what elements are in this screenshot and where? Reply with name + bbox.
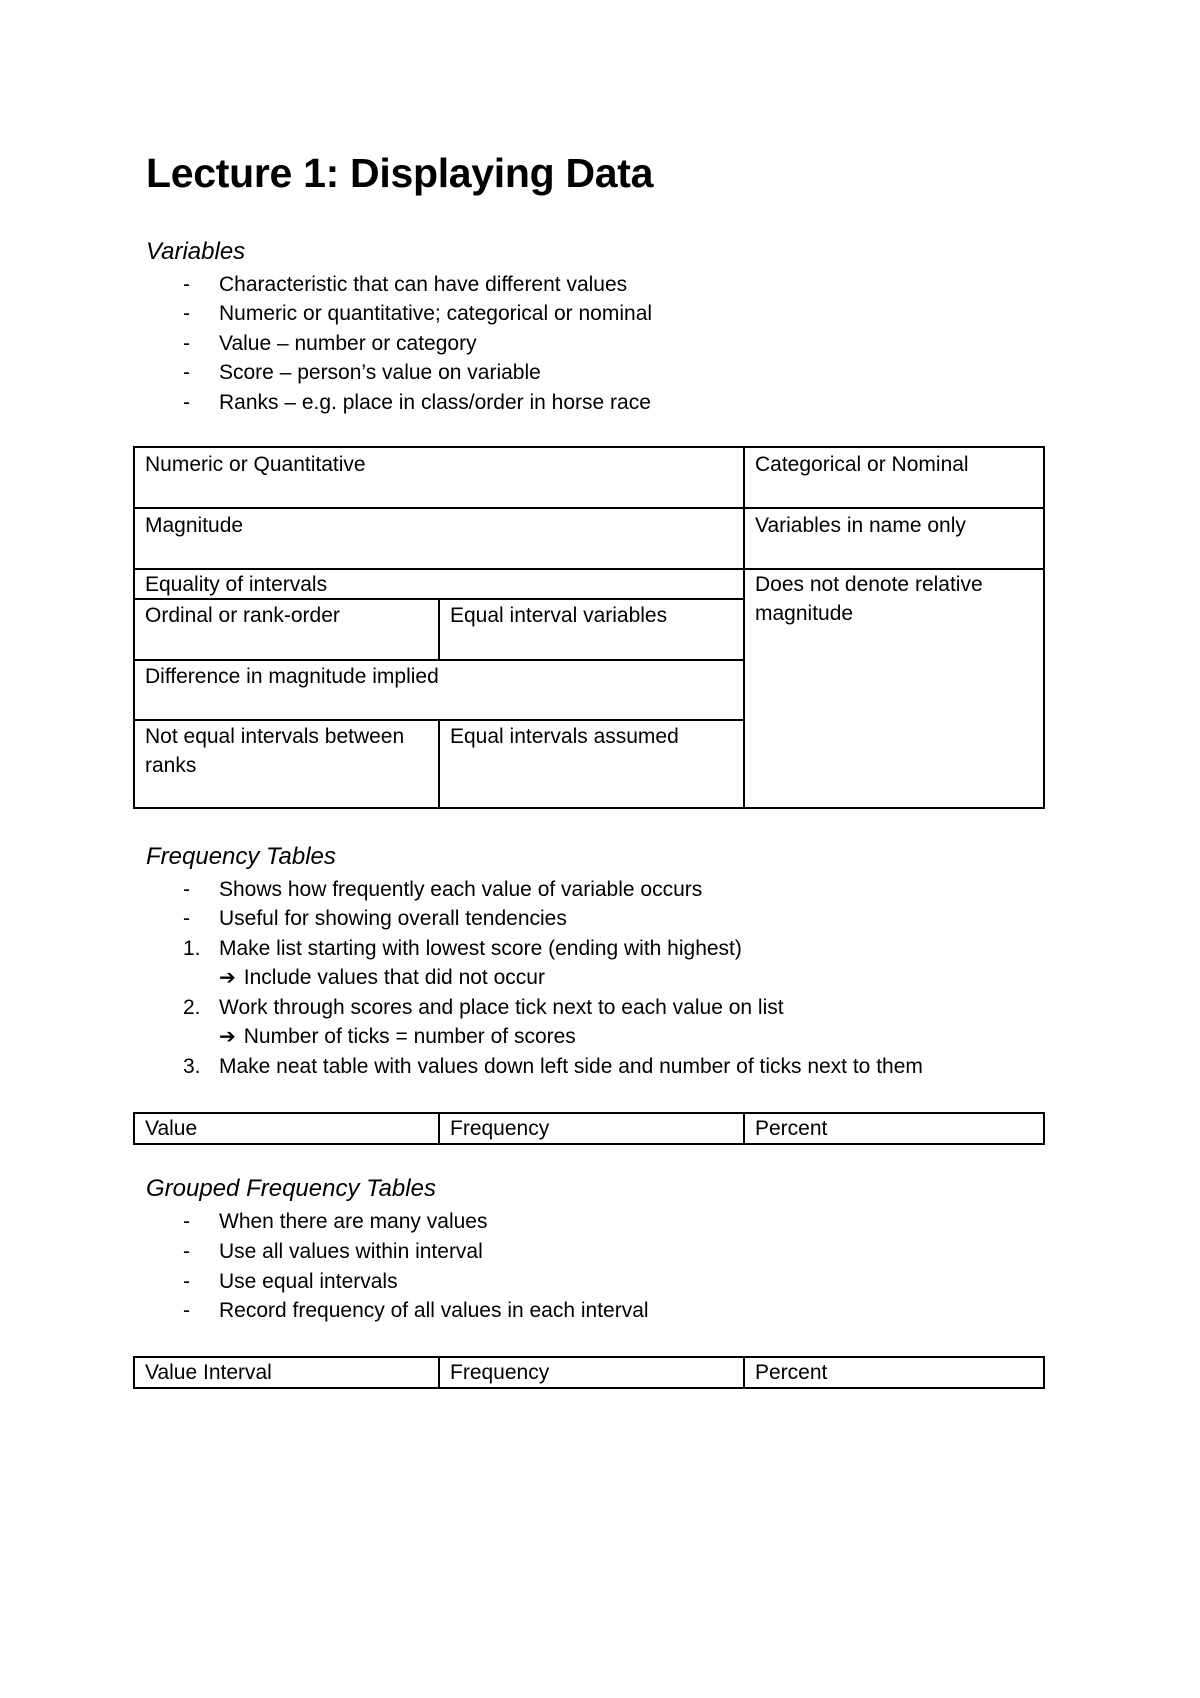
arrow-right-icon: ➔ [219, 1026, 236, 1048]
list-item: Use equal intervals [219, 1270, 398, 1293]
header-frequency: Frequency [450, 1361, 550, 1384]
step-subitem: ➔ Number of ticks = number of scores [219, 1025, 576, 1048]
header-percent: Percent [755, 1361, 828, 1384]
bullet-dash: - [183, 1270, 190, 1293]
list-item: Record frequency of all values in each interval [219, 1299, 649, 1322]
header-value: Value [145, 1117, 198, 1140]
cell-ordinal: Ordinal or rank-order [145, 604, 340, 627]
step-text: Make neat table with values down left side and number of ticks next to them [219, 1055, 923, 1078]
step-number: 2. [183, 996, 201, 1019]
frequency-tables-heading: Frequency Tables [146, 843, 336, 870]
page-title: Lecture 1: Displaying Data [146, 150, 654, 196]
cell-categorical-header: Categorical or Nominal [755, 453, 969, 476]
list-item: Useful for showing overall tendencies [219, 907, 567, 930]
cell-difference: Difference in magnitude implied [145, 665, 439, 688]
grouped-frequency-heading: Grouped Frequency Tables [146, 1175, 436, 1202]
cell-no-relative-magnitude: Does not denote relative magnitude [755, 573, 983, 625]
header-percent: Percent [755, 1117, 828, 1140]
bullet-dash: - [183, 1240, 190, 1263]
list-item: Use all values within interval [219, 1240, 483, 1263]
variable-types-table [133, 446, 1045, 809]
bullet-dash: - [183, 302, 190, 325]
list-item: Characteristic that can have different values [219, 273, 628, 296]
grouped-frequency-table [133, 1356, 1045, 1389]
list-item: Numeric or quantitative; categorical or nominal [219, 302, 653, 325]
bullet-dash: - [183, 907, 190, 930]
cell-equal-assumed: Equal intervals assumed [450, 725, 679, 748]
list-item: Score – person’s value on variable [219, 361, 541, 384]
bullet-dash: - [183, 273, 190, 296]
cell-equal-interval: Equal interval variables [450, 604, 668, 627]
cell-name-only: Variables in name only [755, 514, 966, 537]
step-text: Work through scores and place tick next to each value on list [219, 996, 784, 1019]
variables-heading: Variables [146, 238, 246, 265]
list-item: Shows how frequently each value of variable occurs [219, 878, 703, 901]
cell-numeric-header: Numeric or Quantitative [145, 453, 366, 476]
bullet-dash: - [183, 332, 190, 355]
list-item: Ranks – e.g. place in class/order in horse race [219, 391, 651, 414]
cell-magnitude: Magnitude [145, 514, 244, 537]
step-number: 3. [183, 1055, 201, 1078]
step-number: 1. [183, 937, 201, 960]
arrow-right-icon: ➔ [219, 967, 236, 989]
bullet-dash: - [183, 878, 190, 901]
step-text: Make list starting with lowest score (ending with highest) [219, 937, 742, 960]
bullet-dash: - [183, 1299, 190, 1322]
bullet-dash: - [183, 391, 190, 414]
bullet-dash: - [183, 361, 190, 384]
header-frequency: Frequency [450, 1117, 550, 1140]
list-item: Value – number or category [219, 332, 477, 355]
header-value-interval: Value Interval [145, 1361, 272, 1384]
cell-equality: Equality of intervals [145, 573, 328, 596]
bullet-dash: - [183, 1210, 190, 1233]
step-subitem: ➔ Include values that did not occur [219, 966, 545, 989]
cell-not-equal: Not equal intervals between ranks [145, 725, 405, 777]
list-item: When there are many values [219, 1210, 488, 1233]
frequency-table [133, 1112, 1045, 1145]
